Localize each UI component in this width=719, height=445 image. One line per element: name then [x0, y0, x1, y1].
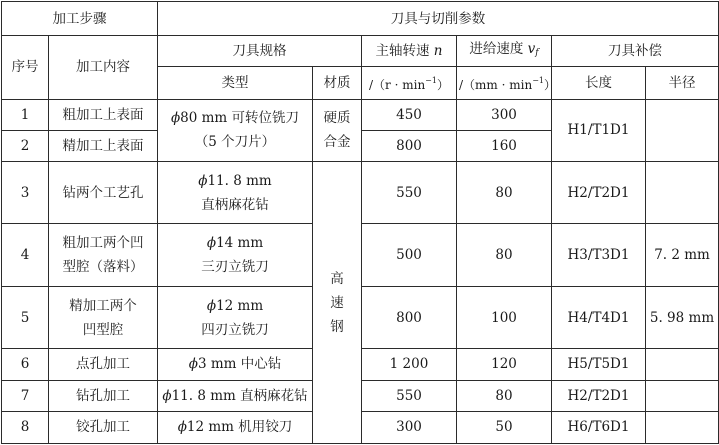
comp-length-merged: H1/T1D1 [552, 99, 646, 161]
row-content: 点孔加工 [49, 349, 158, 380]
feed-unit [457, 67, 557, 99]
row-tool [158, 162, 313, 224]
row-tool [158, 224, 313, 286]
feed-unit-post: ） [544, 78, 557, 93]
row-feed: 160 [457, 130, 552, 161]
phi-symbol: ϕ [206, 235, 217, 252]
row-tool-line2: 四刃立铣刀 [201, 321, 269, 338]
phi-symbol: ϕ [198, 172, 208, 189]
row-speed: 550 [362, 380, 457, 411]
tool-face-mill [158, 99, 313, 161]
material-carbide-line1: 硬质 [323, 110, 351, 127]
comp-radius-merged [646, 99, 719, 161]
row-tool [158, 411, 313, 443]
row-speed: 800 [362, 130, 457, 161]
header-type: 类型 [158, 67, 313, 99]
row-tool [158, 380, 313, 411]
row-radius [646, 411, 719, 443]
row-feed: 50 [457, 411, 552, 443]
row-length: H4/T4D1 [552, 286, 646, 348]
material-hss-char1: 高 [330, 270, 344, 287]
speed-unit-post: ） [436, 78, 449, 93]
phi-symbol: ϕ [206, 297, 217, 314]
row-tool-line1: 12 mm [216, 297, 264, 314]
table-row [2, 162, 719, 224]
header-content: 加工内容 [49, 36, 158, 99]
row-feed: 120 [457, 349, 552, 380]
row-tool-line1: 11. 8 mm 直柄麻花钻 [171, 387, 308, 404]
row-content: 铰孔加工 [49, 411, 158, 443]
row-seq: 8 [2, 411, 49, 443]
row-tool [158, 349, 313, 380]
header-material: 材质 [313, 67, 362, 99]
header-compensation: 刀具补偿 [552, 36, 719, 67]
spindle-speed-var: n [433, 43, 443, 60]
table-row [2, 99, 719, 130]
row-feed: 80 [457, 162, 552, 224]
row-content: 钻两个工艺孔 [49, 162, 158, 224]
row-radius [646, 349, 719, 380]
header-feed-rate [457, 36, 552, 67]
header-seq: 序号 [2, 36, 49, 99]
row-length: H3/T3D1 [552, 224, 646, 286]
tool-face-mill-line1: 80 mm 可转位铣刀 [180, 110, 300, 127]
row-content-line2: 型腔（落料） [62, 259, 144, 276]
row-length: H2/T2D1 [552, 380, 646, 411]
row-length: H2/T2D1 [552, 162, 646, 224]
material-hss [313, 162, 362, 444]
header-radius: 半径 [646, 67, 719, 99]
row-radius: 7. 2 mm [646, 224, 719, 286]
row-speed: 450 [362, 99, 457, 130]
header-tool-params: 刀具与切削参数 [158, 2, 719, 36]
row-seq: 2 [2, 130, 49, 161]
feed-rate-var: v [527, 41, 536, 58]
row-feed: 300 [457, 99, 552, 130]
phi-symbol: ϕ [170, 110, 181, 127]
row-tool-line2: 三刃立铣刀 [201, 259, 269, 276]
feed-unit-sup: −1 [532, 76, 544, 86]
material-carbide-line2: 合金 [323, 134, 351, 151]
material-hss-char3: 钢 [330, 318, 344, 335]
feed-unit-pre: /（mm · min [459, 78, 533, 93]
row-length: H5/T5D1 [552, 349, 646, 380]
row-length: H6/T6D1 [552, 411, 646, 443]
row-content [49, 224, 158, 286]
phi-symbol: ϕ [177, 419, 187, 436]
material-hss-char2: 速 [330, 294, 344, 311]
speed-unit-pre: /（r · min [369, 78, 426, 93]
row-tool-line1: 14 mm [216, 235, 264, 252]
row-speed: 500 [362, 224, 457, 286]
row-feed: 100 [457, 286, 552, 348]
feed-rate-label: 进给速度 [469, 41, 524, 58]
phi-symbol: ϕ [162, 387, 172, 404]
header-steps: 加工步骤 [2, 2, 158, 36]
row-content-line1: 粗加工两个凹 [62, 235, 144, 252]
row-content: 钻孔加工 [49, 380, 158, 411]
row-seq: 4 [2, 224, 49, 286]
header-length: 长度 [552, 67, 646, 99]
row-feed: 80 [457, 380, 552, 411]
row-seq: 3 [2, 162, 49, 224]
row-seq: 5 [2, 286, 49, 348]
row-content [49, 286, 158, 348]
row-speed: 1 200 [362, 349, 457, 380]
row-tool-line1: 11. 8 mm [207, 172, 272, 189]
row-speed: 300 [362, 411, 457, 443]
row-radius: 5. 98 mm [646, 286, 719, 348]
row-tool-line2: 直柄麻花钻 [201, 196, 269, 213]
row-radius [646, 380, 719, 411]
row-content-line1: 精加工两个 [69, 297, 137, 314]
row-seq: 6 [2, 349, 49, 380]
row-tool [158, 286, 313, 348]
spindle-speed-label: 主轴转速 [375, 43, 430, 60]
phi-symbol: ϕ [188, 356, 198, 373]
row-seq: 7 [2, 380, 49, 411]
row-tool-line1: 3 mm 中心钻 [197, 356, 282, 373]
row-content: 粗加工上表面 [49, 99, 158, 130]
row-content: 精加工上表面 [49, 130, 158, 161]
material-carbide [313, 99, 362, 161]
row-content-line2: 凹型腔 [82, 321, 124, 338]
row-speed: 550 [362, 162, 457, 224]
row-tool-line1: 12 mm 机用铰刀 [186, 419, 293, 436]
header-spindle-speed [362, 36, 457, 67]
row-seq: 1 [2, 99, 49, 130]
feed-rate-sub: f [535, 48, 539, 59]
process-table [1, 1, 719, 444]
row-speed: 800 [362, 286, 457, 348]
row-radius [646, 162, 719, 224]
tool-face-mill-line2: （5 个刀片） [194, 134, 276, 151]
header-spec: 刀具规格 [158, 36, 362, 67]
speed-unit-sup: −1 [425, 76, 437, 86]
speed-unit [362, 67, 457, 99]
row-feed: 80 [457, 224, 552, 286]
